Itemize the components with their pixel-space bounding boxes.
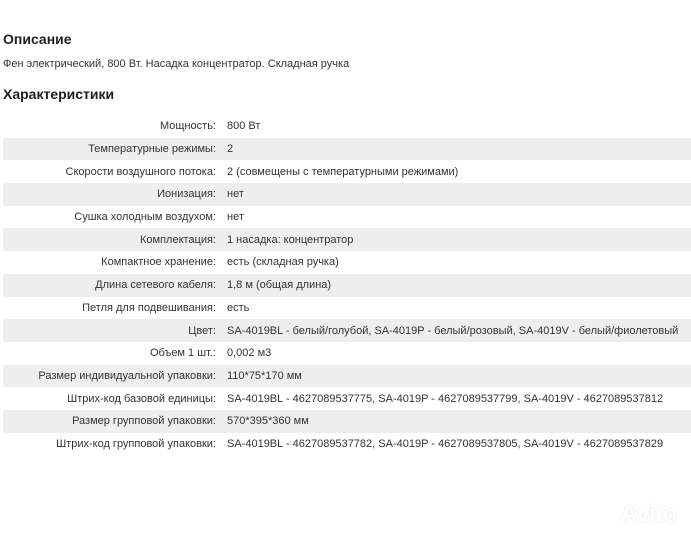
spec-key: Компактное хранение: (101, 256, 216, 269)
spec-row-hanging-loop (3, 297, 691, 320)
spec-key: Комплектация: (139, 233, 216, 246)
spec-key: Штрих-код базовой единицы: (67, 392, 216, 405)
spec-key: Мощность: (160, 120, 216, 133)
spec-key: Штрих-код групповой упаковки: (56, 437, 216, 450)
specs-heading: Характеристики (3, 86, 115, 102)
spec-row-temperature-modes (3, 138, 691, 161)
avito-watermark-text: Avito (620, 500, 677, 528)
spec-value: 2 (совмещены с температурными режимами) (227, 165, 459, 178)
spec-value: SA-4019BL - 4627089537782, SA-4019P - 4627089537805, SA-4019V - 4627089537829 (227, 437, 664, 450)
spec-row-individual-package-size (3, 365, 691, 388)
spec-value: нет (227, 188, 244, 201)
spec-value: есть (складная ручка) (227, 256, 339, 269)
spec-value: 800 Вт (227, 120, 261, 133)
spec-row-unit-barcode (3, 387, 691, 410)
description-heading: Описание (3, 31, 72, 47)
spec-row-color (3, 319, 691, 342)
avito-logo-icon (587, 498, 620, 531)
spec-value: 1,8 м (общая длина) (227, 279, 332, 292)
spec-key: Сушка холодным воздухом: (74, 211, 216, 224)
spec-key: Размер индивидуальной упаковки: (38, 369, 216, 382)
spec-value: SA-4019BL - 4627089537775, SA-4019P - 4627089537799, SA-4019V - 4627089537812 (227, 392, 664, 405)
spec-row-ionization (3, 183, 691, 206)
description-text: Фен электрический, 800 Вт. Насадка концентратор. Складная ручка (3, 58, 350, 70)
spec-row-volume (3, 342, 691, 365)
spec-key: Скорости воздушного потока: (65, 165, 216, 178)
spec-key: Ионизация: (157, 188, 216, 201)
spec-row-group-barcode (3, 433, 691, 456)
spec-value: 2 (227, 143, 234, 156)
specs-table (3, 115, 691, 455)
spec-row-cable-length (3, 274, 691, 297)
spec-key: Размер групповой упаковки: (72, 415, 216, 428)
spec-value: 0,002 м3 (227, 347, 272, 360)
spec-value: 570*395*360 мм (227, 415, 309, 428)
spec-key: Цвет: (188, 324, 216, 337)
spec-key: Температурные режимы: (88, 143, 216, 156)
spec-row-cold-air (3, 206, 691, 229)
spec-row-group-package-size (3, 410, 691, 433)
avito-watermark (587, 498, 677, 531)
spec-key: Объем 1 шт.: (149, 347, 216, 360)
spec-row-airflow-speeds (3, 160, 691, 183)
spec-value: нет (227, 211, 244, 224)
spec-row-package-contents (3, 228, 691, 251)
spec-value: 1 насадка: концентратор (227, 233, 354, 246)
spec-key: Петля для подвешивания: (82, 301, 216, 314)
spec-value: есть (227, 301, 250, 314)
spec-value: SA-4019BL - белый/голубой, SA-4019P - белый/розовый, SA-4019V - белый/фиолетовый (227, 324, 679, 337)
spec-key: Длина сетевого кабеля: (95, 279, 216, 292)
spec-row-compact-storage (3, 251, 691, 274)
spec-row-power (3, 115, 691, 138)
spec-value: 110*75*170 мм (227, 369, 302, 382)
